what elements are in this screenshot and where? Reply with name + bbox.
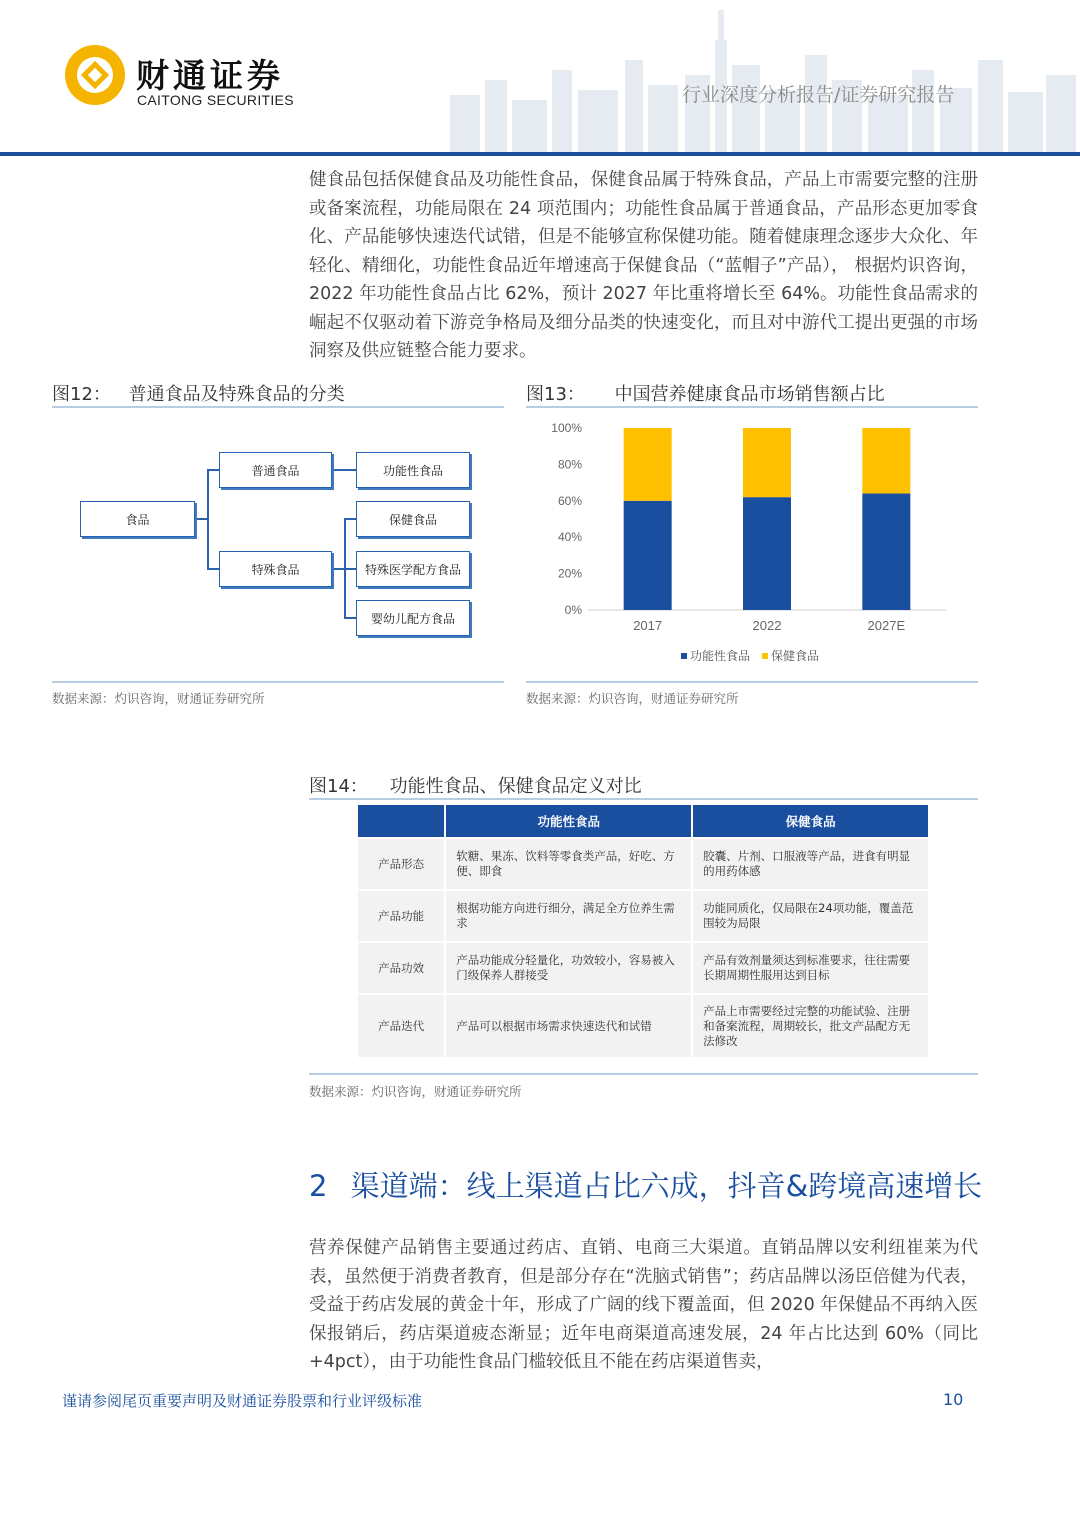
fig12-label: 图12： — [52, 384, 111, 405]
fig13-title-underline — [526, 406, 978, 408]
y-tick-label: 60% — [557, 493, 582, 508]
bar-segment-functional — [624, 501, 672, 610]
table-row — [358, 943, 928, 993]
table-cell-functional: 产品可以根据市场需求快速迭代和试错 — [446, 995, 691, 1057]
fig12-tree-diagram — [52, 410, 504, 680]
fig14-label: 图14： — [309, 776, 368, 797]
table-row — [358, 891, 928, 941]
fig12-source: 数据来源：灼识咨询，财通证券研究所 — [52, 691, 265, 706]
bar-segment-health — [624, 428, 672, 501]
connector — [207, 469, 209, 569]
connector — [332, 469, 356, 471]
y-tick-label: 80% — [557, 457, 582, 472]
fig13-source: 数据来源：灼识咨询，财通证券研究所 — [526, 691, 739, 706]
fig13-bottom-line — [526, 681, 978, 683]
fig14-comparison-table — [356, 803, 930, 1059]
table-row-label: 产品迭代 — [358, 995, 444, 1057]
intro-paragraph: 健食品包括保健食品及功能性食品，保健食品属于特殊食品，产品上市需要完整的注册或备案流程，功能局限在 24 项范围内；功能性食品属于普通食品，产品形态更加零食化、产品能够快速迭代试错，但是不能够宣称保健功能。随着健康理念逐步大众化、年轻化、精细化，功能性食品近年增速高于保健食品（“蓝帽子”产品）， 根据灼识咨询，2022 年功能性食品占比 62%，预计 2027 年比重将增长至 64%。功能性食品需求的崛起不仅驱动着下游竞争格局及细分品类的快速变化，而且对中游代工提出更强的市场洞察及供应链整合能力要求。 — [309, 170, 978, 361]
connector — [344, 518, 356, 520]
node-special-food: 特殊食品 — [219, 551, 332, 587]
fig14-title-underline — [309, 798, 978, 800]
fig14-source: 数据来源：灼识咨询，财通证券研究所 — [309, 1084, 522, 1099]
section-number: 2 — [309, 1169, 328, 1203]
x-tick-label: 2027E — [867, 618, 906, 633]
table-cell-functional: 产品功能成分轻量化，功效较小，容易被入门级保养人群接受 — [446, 943, 691, 993]
bar-segment-health — [862, 428, 910, 494]
fig12-title-underline — [52, 406, 504, 408]
table-row-label: 产品形态 — [358, 839, 444, 889]
footer-disclaimer: 谨请参阅尾页重要声明及财通证券股票和行业评级标准 — [62, 1392, 423, 1410]
fig13-title — [526, 380, 978, 406]
fig14-title-text: 功能性食品、保健食品定义对比 — [389, 776, 642, 797]
x-tick-label: 2022 — [752, 618, 782, 633]
table-cell-functional: 软糖、果冻、饮料等零食类产品，好吃、方便、即食 — [446, 839, 691, 889]
node-medical-formula-food: 特殊医学配方食品 — [356, 551, 470, 587]
y-tick-label: 0% — [564, 603, 582, 617]
page-number: 10 — [943, 1390, 964, 1409]
x-tick-label: 2017 — [633, 618, 663, 633]
table-row — [358, 995, 928, 1057]
section-title-text: 渠道端：线上渠道占比六成，抖音&跨境高速增长 — [350, 1169, 983, 1203]
table-row-label: 产品功能 — [358, 891, 444, 941]
bar-segment-functional — [743, 497, 791, 610]
section-2-heading — [309, 1164, 982, 1205]
table-header-empty — [358, 805, 444, 837]
fig12-title — [52, 380, 504, 406]
connector — [344, 617, 356, 619]
y-tick-label: 40% — [557, 530, 582, 545]
node-general-food: 普通食品 — [219, 452, 332, 488]
legend-swatch — [681, 653, 687, 659]
report-type-label: 行业深度分析报告/证券研究报告 — [682, 84, 955, 106]
header — [0, 0, 1080, 157]
connector — [207, 568, 219, 570]
table-cell-health: 产品有效剂量须达到标准要求，往往需要长期周期性服用达到目标 — [693, 943, 928, 993]
connector — [207, 469, 219, 471]
connector — [195, 518, 207, 520]
fig13-label: 图13： — [526, 384, 585, 405]
logo-text-chinese: 财通证券 — [136, 56, 284, 95]
table-cell-functional: 根据功能方向进行细分，满足全方位养生需求 — [446, 891, 691, 941]
bar-segment-health — [743, 428, 791, 497]
table-cell-health: 功能同质化，仅局限在24项功能，覆盖范围较为局限 — [693, 891, 928, 941]
legend-swatch — [762, 653, 768, 659]
fig12-bottom-line — [52, 681, 504, 683]
table-row-label: 产品功效 — [358, 943, 444, 993]
legend-label: 保健食品 — [771, 649, 820, 663]
skyline-illustration — [430, 0, 1080, 152]
node-food: 食品 — [80, 501, 195, 537]
fig13-title-text: 中国营养健康食品市场销售额占比 — [614, 384, 885, 405]
table-cell-health: 胶囊、片剂、口服液等产品，进食有明显的用药体感 — [693, 839, 928, 889]
table-cell-health: 产品上市需要经过完整的功能试验、注册和备案流程，周期较长，批文产品配方无法修改 — [693, 995, 928, 1057]
table-header-functional: 功能性食品 — [446, 805, 691, 837]
fig14-title — [309, 772, 978, 798]
node-health-food: 保健食品 — [356, 501, 470, 537]
node-functional-food: 功能性食品 — [356, 452, 470, 488]
table-header-row — [358, 805, 928, 837]
node-infant-formula-food: 婴幼儿配方食品 — [356, 600, 470, 636]
fig12-title-text: 普通食品及特殊食品的分类 — [128, 384, 345, 405]
fig14-bottom-line — [309, 1073, 978, 1075]
bar-segment-functional — [862, 494, 910, 610]
connector — [344, 568, 356, 570]
legend-label: 功能性食品 — [690, 649, 751, 663]
section-2-paragraph: 营养保健产品销售主要通过药店、直销、电商三大渠道。直销品牌以安利纽崔莱为代表，虽然便于消费者教育，但是部分存在“洗脑式销售”；药店品牌以汤臣倍健为代表，受益于药店发展的黄金十年，形成了广阔的线下覆盖面，但 2020 年保健品不再纳入医保报销后，药店渠道疲态渐显；近年电商渠道高速发展，24 年占比达到 60%（同比+4pct），由于功能性食品门槛较低且不能在药店渠道售卖， — [309, 1238, 978, 1372]
logo-text-english: CAITONG SECURITIES — [137, 92, 294, 108]
y-tick-label: 100% — [551, 421, 582, 435]
table-header-health: 保健食品 — [693, 805, 928, 837]
connector — [332, 568, 344, 570]
header-divider — [0, 152, 1080, 156]
y-tick-label: 20% — [557, 566, 582, 581]
fig13-stacked-bar-chart — [526, 410, 978, 680]
table-row — [358, 839, 928, 889]
caitong-logo-icon — [62, 42, 128, 108]
